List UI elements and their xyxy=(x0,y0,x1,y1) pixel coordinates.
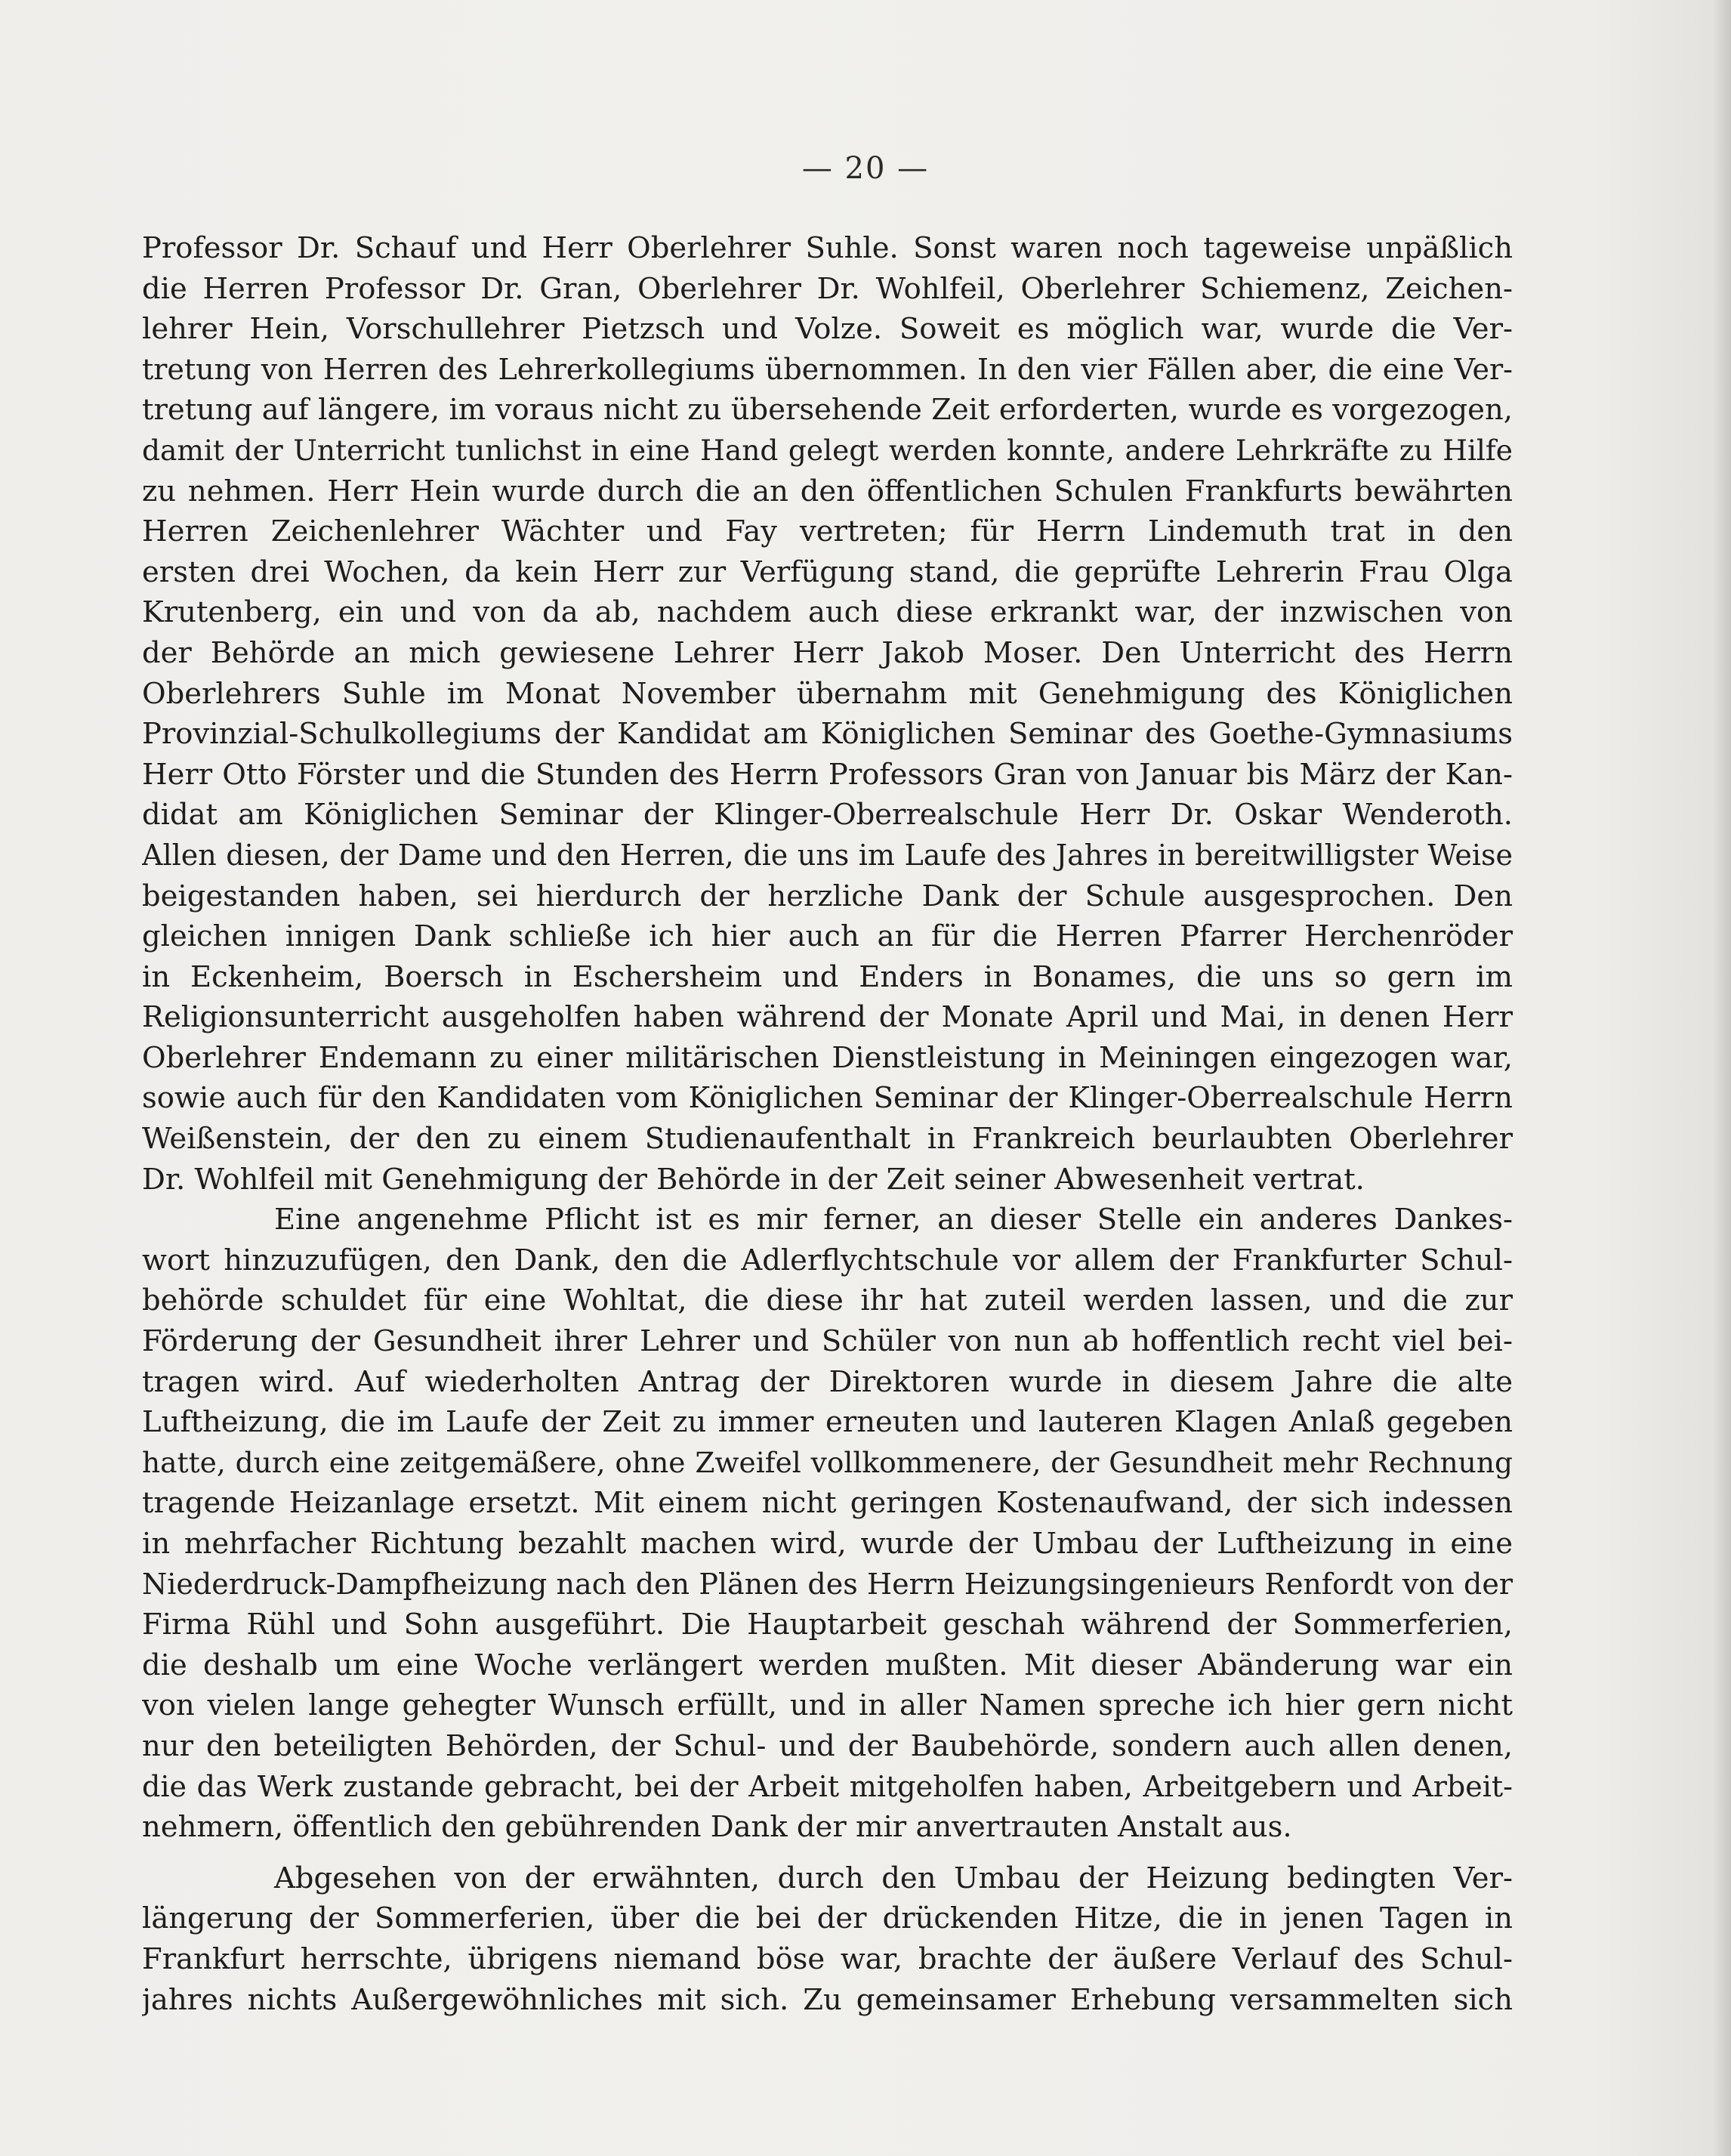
text-line: Weißenstein, der den zu einem Studienaufenthalt in Frankreich beurlaubten Oberlehrer xyxy=(142,1122,1513,1157)
paragraph-gap xyxy=(142,1848,1513,1858)
text-line: Allen diesen, der Dame und den Herren, die uns im Laufe des Jahres in bereitwilligster Weise xyxy=(142,838,1513,872)
text-line: hatte, durch eine zeitgemäßere, ohne Zweifel vollkommenere, der Gesundheit mehr Rechnung xyxy=(142,1445,1513,1479)
text-line: tragen wird. Auf wiederholten Antrag der Direktoren wurde in diesem Jahre die alte xyxy=(142,1364,1513,1399)
text-line: zu nehmen. Herr Hein wurde durch die an den öffentlichen Schulen Frankfurts bewährten xyxy=(142,474,1513,508)
text-line: in Eckenheim, Boersch in Eschersheim und Enders in Bonames, die uns so gern im xyxy=(142,959,1513,994)
text-line: längerung der Sommerferien, über die bei der drückenden Hitze, die in jenen Tagen in xyxy=(142,1901,1513,1936)
text-line: ersten drei Wochen, da kein Herr zur Verfügung stand, die geprüfte Lehrerin Frau Olga xyxy=(142,554,1513,589)
text-line: wort hinzuzufügen, den Dank, den die Adlerflychtschule vor allem der Frankfurter Schul- xyxy=(142,1243,1513,1277)
page-number: — 20 — xyxy=(801,151,930,186)
paragraph-start-line: Eine angenehme Pflicht ist es mir ferner, an dieser Stelle ein anderes Dankes- xyxy=(274,1203,1513,1237)
text-line: damit der Unterricht tunlichst in eine Hand gelegt werden konnte, andere Lehrkräfte zu Hilfe xyxy=(142,433,1513,467)
text-line: jahres nichts Außergewöhnliches mit sich. Zu gemeinsamer Erhebung versammelten sich xyxy=(142,1982,1513,2017)
page-edge-shadow xyxy=(1713,0,1731,2156)
paragraph-start-line: Abgesehen von der erwähnten, durch den Umbau der Heizung bedingten Ver- xyxy=(274,1861,1513,1895)
text-line: behörde schuldet für eine Wohltat, die diese ihr hat zuteil werden lassen, und die zur xyxy=(142,1283,1513,1318)
text-line: Oberlehrer Endemann zu einer militärischen Dienstleistung in Meiningen eingezogen war, xyxy=(142,1040,1513,1075)
text-line: Luftheizung, die im Laufe der Zeit zu immer erneuten und lauteren Klagen Anlaß gegeben xyxy=(142,1405,1513,1440)
text-line: Provinzial-Schulkollegiums der Kandidat am Königlichen Seminar des Goethe-Gymnasiums xyxy=(142,717,1513,752)
text-line: Oberlehrers Suhle im Monat November übernahm mit Genehmigung des Königlichen xyxy=(142,676,1513,711)
text-line: Frankfurt herrschte, übrigens niemand böse war, brachte der äußere Verlauf des Schul- xyxy=(142,1941,1513,1976)
text-line: Herren Zeichenlehrer Wächter und Fay vertreten; für Herrn Lindemuth trat in den xyxy=(142,514,1513,549)
text-line: nur den beteiligten Behörden, der Schul- und der Baubehörde, sondern auch allen denen, xyxy=(142,1728,1513,1763)
text-line: die das Werk zustande gebracht, bei der Arbeit mitgeholfen haben, Arbeitgebern und Arbeit- xyxy=(142,1769,1513,1803)
text-line: tretung von Herren des Lehrerkollegiums übernommen. In den vier Fällen aber, die eine Ver- xyxy=(142,352,1513,386)
text-line: Religionsunterricht ausgeholfen haben während der Monate April und Mai, in denen Herr xyxy=(142,1000,1513,1035)
text-line: die Herren Professor Dr. Gran, Oberlehrer Dr. Wohlfeil, Oberlehrer Schiemenz, Zeichen- xyxy=(142,271,1513,306)
body-text xyxy=(142,228,1513,2020)
text-line: Firma Rühl und Sohn ausgeführt. Die Hauptarbeit geschah während der Sommerferien, xyxy=(142,1608,1513,1642)
text-line: Dr. Wohlfeil mit Genehmigung der Behörde in der Zeit seiner Abwesenheit vertrat. xyxy=(142,1162,1365,1197)
text-line: tretung auf längere, im voraus nicht zu übersehende Zeit erforderten, wurde es vorgezogen, xyxy=(142,393,1513,428)
text-line: Professor Dr. Schauf und Herr Oberlehrer Suhle. Sonst waren noch tageweise unpäßlich xyxy=(142,231,1513,265)
text-line: lehrer Hein, Vorschullehrer Pietzsch und Volze. Soweit es möglich war, wurde die Ver- xyxy=(142,312,1513,347)
text-line: sowie auch für den Kandidaten vom Königlichen Seminar der Klinger-Oberrealschule Herrn xyxy=(142,1081,1513,1116)
text-line: nehmern, öffentlich den gebührenden Dank der mir anvertrauten Anstalt aus. xyxy=(142,1810,1292,1845)
text-line: Niederdruck-Dampfheizung nach den Plänen des Herrn Heizungsingenieurs Renfordt von der xyxy=(142,1567,1513,1601)
text-line: Herr Otto Förster und die Stunden des Herrn Professors Gran von Januar bis März der Kan- xyxy=(142,757,1513,792)
text-line: Krutenberg, ein und von da ab, nachdem auch diese erkrankt war, der inzwischen von xyxy=(142,595,1513,630)
text-line: didat am Königlichen Seminar der Klinger-Oberrealschule Herr Dr. Oskar Wenderoth. xyxy=(142,798,1513,832)
text-line: gleichen innigen Dank schließe ich hier auch an für die Herren Pfarrer Herchenröder xyxy=(142,919,1513,954)
text-line: der Behörde an mich gewiesene Lehrer Herr Jakob Moser. Den Unterricht des Herrn xyxy=(142,635,1513,670)
text-line: beigestanden haben, sei hierdurch der herzliche Dank der Schule ausgesprochen. Den xyxy=(142,879,1513,913)
text-line: in mehrfacher Richtung bezahlt machen wird, wurde der Umbau der Luftheizung in eine xyxy=(142,1527,1513,1561)
text-line: Förderung der Gesundheit ihrer Lehrer und Schüler von nun ab hoffentlich recht viel bei- xyxy=(142,1324,1513,1359)
text-line: die deshalb um eine Woche verlängert werden mußten. Mit dieser Abänderung war ein xyxy=(142,1648,1513,1682)
text-line: tragende Heizanlage ersetzt. Mit einem nicht geringen Kostenaufwand, der sich indessen xyxy=(142,1486,1513,1521)
text-line: von vielen lange gehegter Wunsch erfüllt, und in aller Namen spreche ich hier gern nicht xyxy=(142,1688,1513,1723)
